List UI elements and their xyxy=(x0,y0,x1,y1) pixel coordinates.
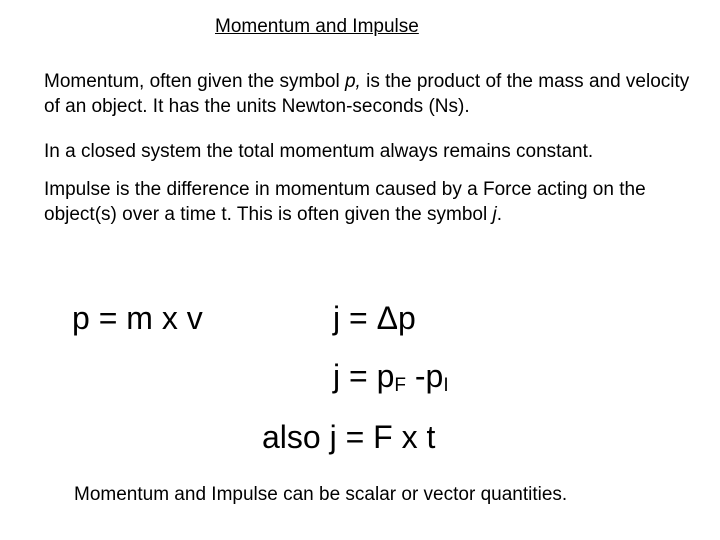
momentum-equation: p = m x v xyxy=(72,300,203,336)
footer-note: Momentum and Impulse can be scalar or vector quantities. xyxy=(74,484,568,505)
impulse-force-time-equation: also j = F x t xyxy=(262,419,436,455)
impulse-eq-middle: -p xyxy=(405,358,444,394)
momentum-definition-paragraph xyxy=(44,69,704,119)
momentum-symbol: p, xyxy=(344,71,361,92)
impulse-eq-prefix: j = p xyxy=(333,358,395,394)
impulse-delta-equation: j = Δp xyxy=(333,300,416,336)
impulse-definition-paragraph xyxy=(44,177,704,227)
impulse-definition-text-1: Impulse is the difference in momentum caused by a Force acting on the object(s) over a time t. This is often given the symbol xyxy=(44,179,646,225)
slide-title: Momentum and Impulse xyxy=(215,16,419,37)
momentum-definition-text-1: Momentum, often given the symbol xyxy=(44,71,345,92)
impulse-symbol: j xyxy=(492,204,497,225)
closed-system-paragraph: In a closed system the total momentum always remains constant. xyxy=(44,141,594,162)
impulse-definition-text-2: . xyxy=(496,204,502,225)
final-subscript: F xyxy=(394,375,406,396)
impulse-final-initial-equation xyxy=(333,358,449,400)
momentum-definition-text-2: is the product of the mass and velocity of an object. It has the units Newton-seconds (Ns). xyxy=(44,71,690,117)
initial-subscript: I xyxy=(443,375,449,396)
